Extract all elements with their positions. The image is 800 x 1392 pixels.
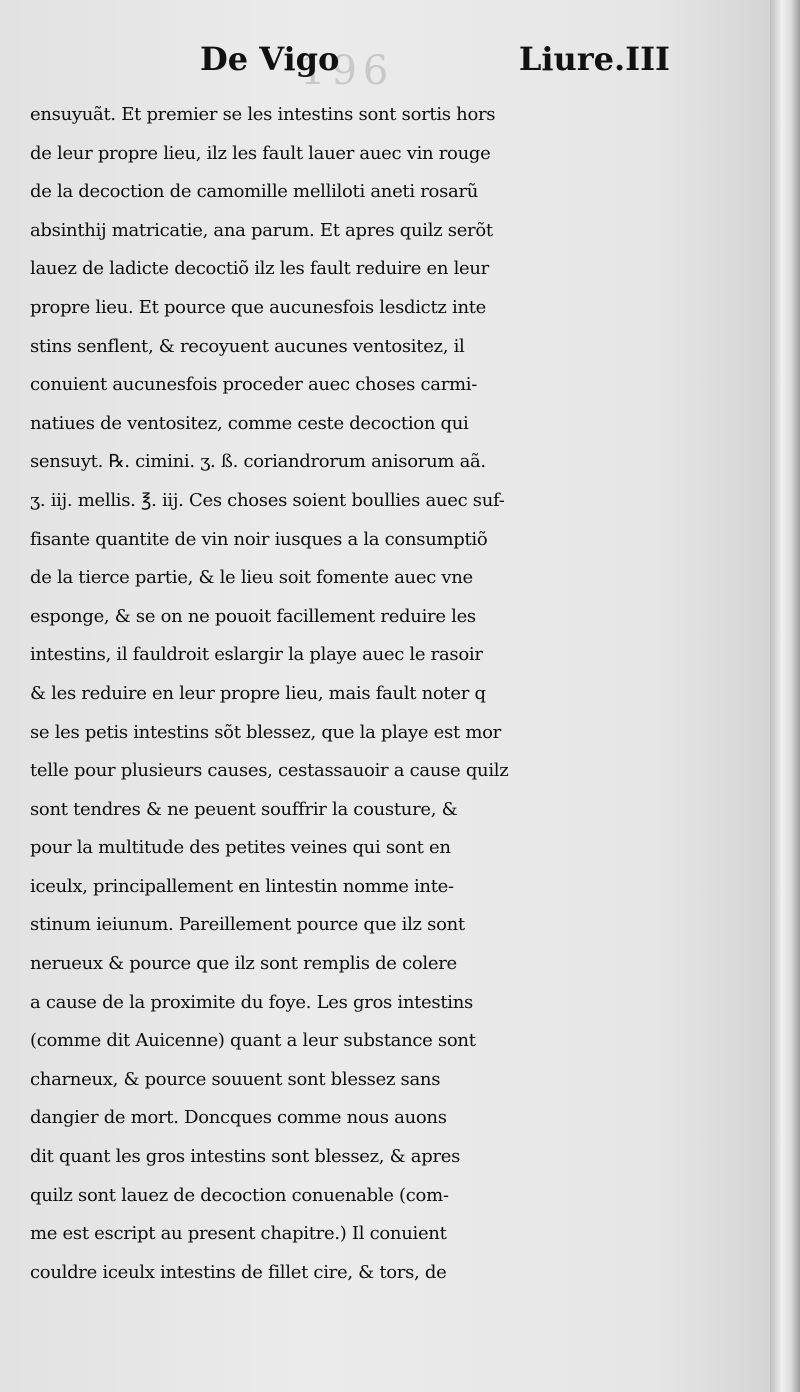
running-head-title: De Vigo	[200, 40, 340, 78]
page-edge	[770, 0, 800, 1392]
text-line: (comme dit Auicenne) quant a leur substance sont	[30, 1030, 476, 1052]
text-line: fisante quantite de vin noir iusques a la consumptiõ	[30, 528, 488, 550]
text-line: lauez de ladicte decoctiõ ilz les fault reduire en leur	[30, 258, 489, 280]
text-line: me est escript au present chapitre.) Il conuient	[30, 1223, 447, 1245]
text-line: absinthij matricatie, ana parum. Et apres quilz serõt	[30, 219, 493, 241]
text-line: de la tierce partie, & le lieu soit fomente auec vne	[30, 567, 473, 589]
text-line: de la decoction de camomille melliloti aneti rosarũ	[30, 181, 479, 203]
text-line: couldre iceulx intestins de fillet cire, & tors, de	[30, 1261, 447, 1283]
text-line: charneux, & pource souuent sont blessez sans	[30, 1068, 441, 1090]
text-line: propre lieu. Et pource que aucunesfois lesdictz inte	[30, 296, 487, 318]
text-line: dit quant les gros intestins sont blessez, & apres	[30, 1146, 461, 1168]
running-head-folio: Liure.III	[518, 40, 670, 78]
text-line: & les reduire en leur propre lieu, mais fault noter q	[30, 682, 486, 704]
text-line: ensuyuãt. Et premier se les intestins sont sortis hors	[30, 104, 496, 125]
text-line: sensuyt. ℞. cimini. ʒ. ß. coriandrorum anisorum aã.	[30, 451, 486, 473]
text-line: se les petis intestins sõt blessez, que la playe est mor	[30, 721, 501, 743]
text-line: stinum ieiunum. Pareillement pource que ilz sont	[30, 914, 465, 936]
text-line: dangier de mort. Doncques comme nous auons	[30, 1107, 447, 1129]
text-line: esponge, & se on ne pouoit facillement reduire les	[30, 605, 476, 627]
text-line: intestins, il fauldroit eslargir la playe auec le rasoir	[30, 644, 483, 666]
text-line: ʒ. iij. mellis. ℥. iij. Ces choses soient boullies auec suf-	[30, 489, 505, 511]
body-text	[30, 96, 770, 1292]
text-line: de leur propre lieu, ilz les fault lauer auec vin rouge	[30, 142, 491, 164]
text-line: stins senflent, & recoyuent aucunes ventositez, il	[30, 335, 465, 357]
text-line: quilz sont lauez de decoction conuenable (com-	[30, 1184, 449, 1206]
text-line: sont tendres & ne peuent souffrir la cousture, &	[30, 798, 458, 820]
text-line: iceulx, principallement en lintestin nomme inte-	[30, 875, 454, 897]
text-line: a cause de la proximite du foye. Les gros intestins	[30, 991, 473, 1013]
text-line: pour la multitude des petites veines qui sont en	[30, 837, 451, 859]
running-head	[200, 40, 670, 90]
text-line: telle pour plusieurs causes, cestassauoir a cause quilz	[30, 760, 509, 782]
bleed-through-folio: 196	[300, 48, 395, 94]
text-line: nerueux & pource que ilz sont remplis de colere	[30, 953, 457, 975]
text-line: natiues de ventositez, comme ceste decoction qui	[30, 412, 469, 434]
text-line: conuient aucunesfois proceder auec choses carmi-	[30, 374, 478, 396]
